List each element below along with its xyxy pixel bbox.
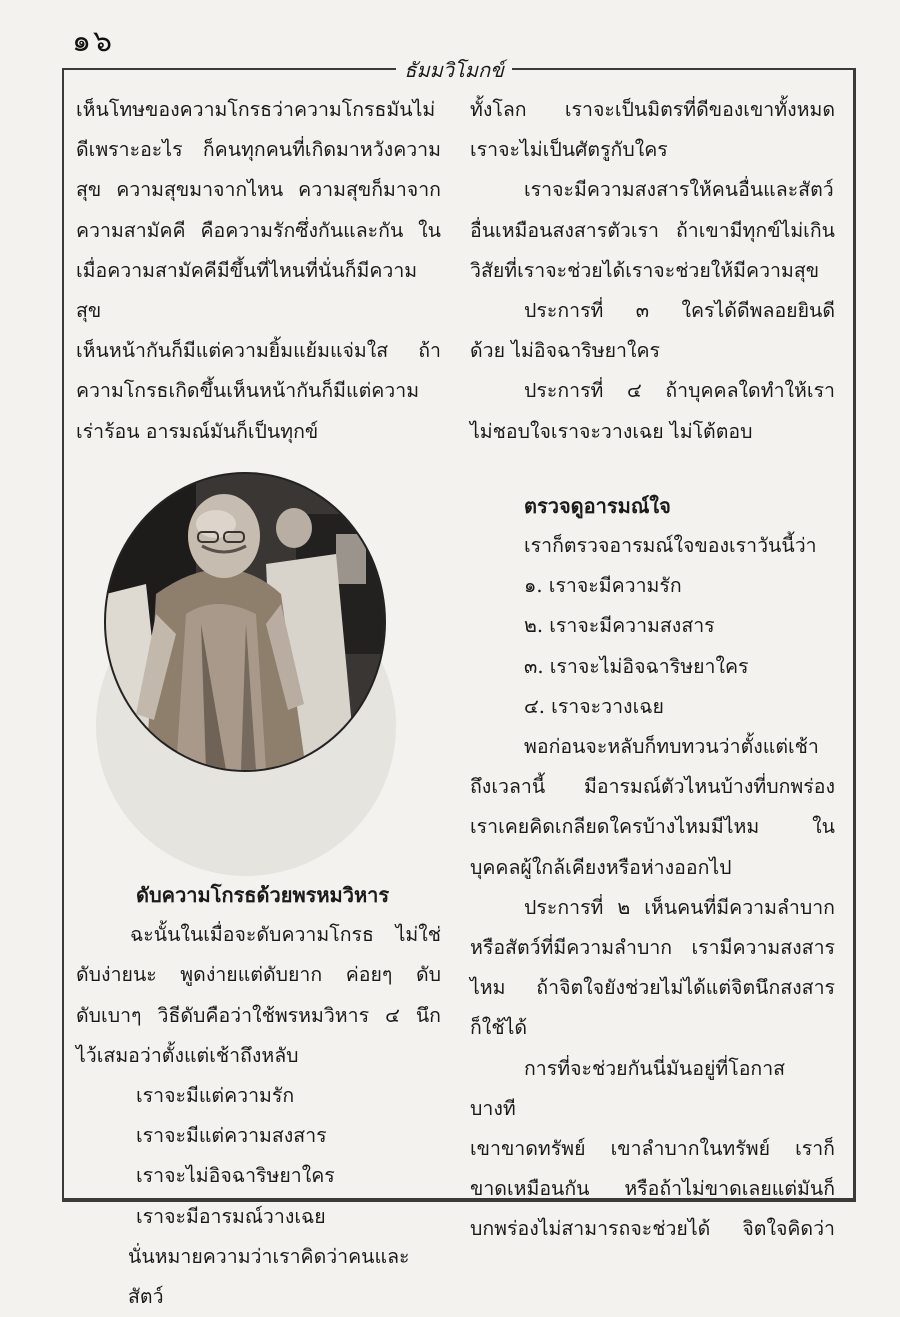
text-line: นั่นหมายความว่าเราคิดว่าคนและสัตว์ <box>128 1244 410 1309</box>
text-line: ไว้เสมอว่าตั้งแต่เช้าถึงหลับ <box>76 1043 299 1067</box>
text-line: ประการที่ ๓ ใครได้ดีพลอยยินดี <box>524 299 835 323</box>
list-item: ๑. เราจะมีความรัก <box>524 574 682 598</box>
text-line: ทั้งโลก เราจะเป็นมิตรที่ดีของเขาทั้งหมด <box>470 98 835 121</box>
text-line: ฉะนั้นในเมื่อจะดับความโกรธ ไม่ใช่ <box>130 923 441 947</box>
right-column <box>470 90 835 1250</box>
page-number: ๑๖ <box>72 24 115 59</box>
text-line: เราจะมีความสงสารให้คนอื่นและสัตว์ <box>524 178 834 202</box>
section-heading: ตรวจดูอารมณ์ใจ <box>524 493 671 518</box>
text-line: วิสัยที่เราจะช่วยได้เราจะช่วยให้มีความสุข <box>470 258 820 282</box>
left-paragraph-1 <box>76 90 441 452</box>
text-line: ประการที่ ๒ เห็นคนที่มีความลำบาก <box>524 895 835 919</box>
monk-photo <box>100 472 390 772</box>
text-line: ดับเบาๆ วิธีดับคือว่าใช้พรหมวิหาร ๔ นึก <box>76 1003 441 1027</box>
text-line: เมื่อความสามัคคีมีขึ้นที่ไหนที่นั่นก็มีความสุข <box>76 258 418 323</box>
text-line: ความโกรธเกิดขึ้นเห็นหน้ากันก็มีแต่ความ <box>76 379 420 403</box>
list-item: ๔. เราจะวางเฉย <box>524 694 664 718</box>
text-line: พอก่อนจะหลับก็ทบทวนว่าตั้งแต่เช้า <box>524 735 819 759</box>
text-line: อื่นเหมือนสงสารตัวเรา ถ้าเขามีทุกข์ไม่เกิน <box>470 218 835 242</box>
section-gap <box>470 452 835 486</box>
text-line: ไหม ถ้าจิตใจยังช่วยไม่ได้แต่จิตนึกสงสาร <box>470 976 835 1000</box>
list-item: เราจะมีแต่ความสงสาร <box>136 1124 327 1148</box>
list-item: เราจะมีอารมณ์วางเฉย <box>136 1204 326 1228</box>
text-line: เราจะไม่เป็นศัตรูกับใคร <box>470 138 668 162</box>
text-line: ไม่ชอบใจเราจะวางเฉย ไม่โต้ตอบ <box>470 419 753 443</box>
text-line: หรือสัตว์ที่มีความลำบาก เรามีความสงสาร <box>470 936 835 960</box>
text-line: ประการที่ ๔ ถ้าบุคคลใดทำให้เรา <box>524 379 835 403</box>
text-line: ดีเพราะอะไร ก็คนทุกคนที่เกิดมาหวังความ <box>76 138 441 162</box>
list-item: เราจะไม่อิจฉาริษยาใคร <box>136 1164 335 1188</box>
running-header-title: ธัมมวิโมกข์ <box>396 58 512 82</box>
list-item: เราจะมีแต่ความรัก <box>136 1084 295 1108</box>
monk-portrait-illustration <box>106 474 384 770</box>
text-line: ถึงเวลานี้ มีอารมณ์ตัวไหนบ้างที่บกพร่อง <box>470 775 835 799</box>
text-line: ด้วย ไม่อิจฉาริษยาใคร <box>470 339 661 363</box>
text-line: เห็นโทษของความโกรธว่าความโกรธมันไม่ <box>76 98 436 121</box>
text-line: เห็นหน้ากันก็มีแต่ความยิ้มแย้มแจ่มใส ถ้า <box>76 339 441 363</box>
text-line: เขาขาดทรัพย์ เขาลำบากในทรัพย์ เราก็ <box>470 1137 835 1161</box>
text-line: ขาดเหมือนกัน หรือถ้าไม่ขาดเลยแต่มันก็ <box>470 1177 835 1201</box>
running-header <box>0 54 900 86</box>
monk-portrait-oval <box>104 472 386 772</box>
text-line: เร่าร้อน อารมณ์มันก็เป็นทุกข์ <box>76 419 319 443</box>
text-line: เราเคยคิดเกลียดใครบ้างไหมมีไหม ใน <box>470 815 835 839</box>
text-line: ก็ใช้ได้ <box>470 1016 528 1040</box>
section-heading: ดับความโกรธด้วยพรหมวิหาร <box>136 883 390 907</box>
left-column <box>76 90 441 1309</box>
text-line: การที่จะช่วยกันนี่มันอยู่ที่โอกาส บางที <box>470 1056 786 1120</box>
text-line: บกพร่องไม่สามารถจะช่วยได้ จิตใจคิดว่า <box>470 1217 835 1241</box>
text-line: เราก็ตรวจอารมณ์ใจของเราวันนี้ว่า <box>524 534 817 558</box>
text-line: ความสามัคคี คือความรักซึ่งกันและกัน ใน <box>76 218 441 242</box>
text-line: บุคคลผู้ใกล้เคียงหรือห่างออกไป <box>470 855 732 879</box>
left-bottom-section <box>76 875 441 1317</box>
list-item: ๓. เราจะไม่อิจฉาริษยาใคร <box>524 654 749 678</box>
text-line: สุข ความสุขมาจากไหน ความสุขก็มาจาก <box>76 178 441 202</box>
list-item: ๒. เราจะมีความสงสาร <box>524 614 715 638</box>
text-line: ดับง่ายนะ พูดง่ายแต่ดับยาก ค่อยๆ ดับ <box>76 963 441 987</box>
